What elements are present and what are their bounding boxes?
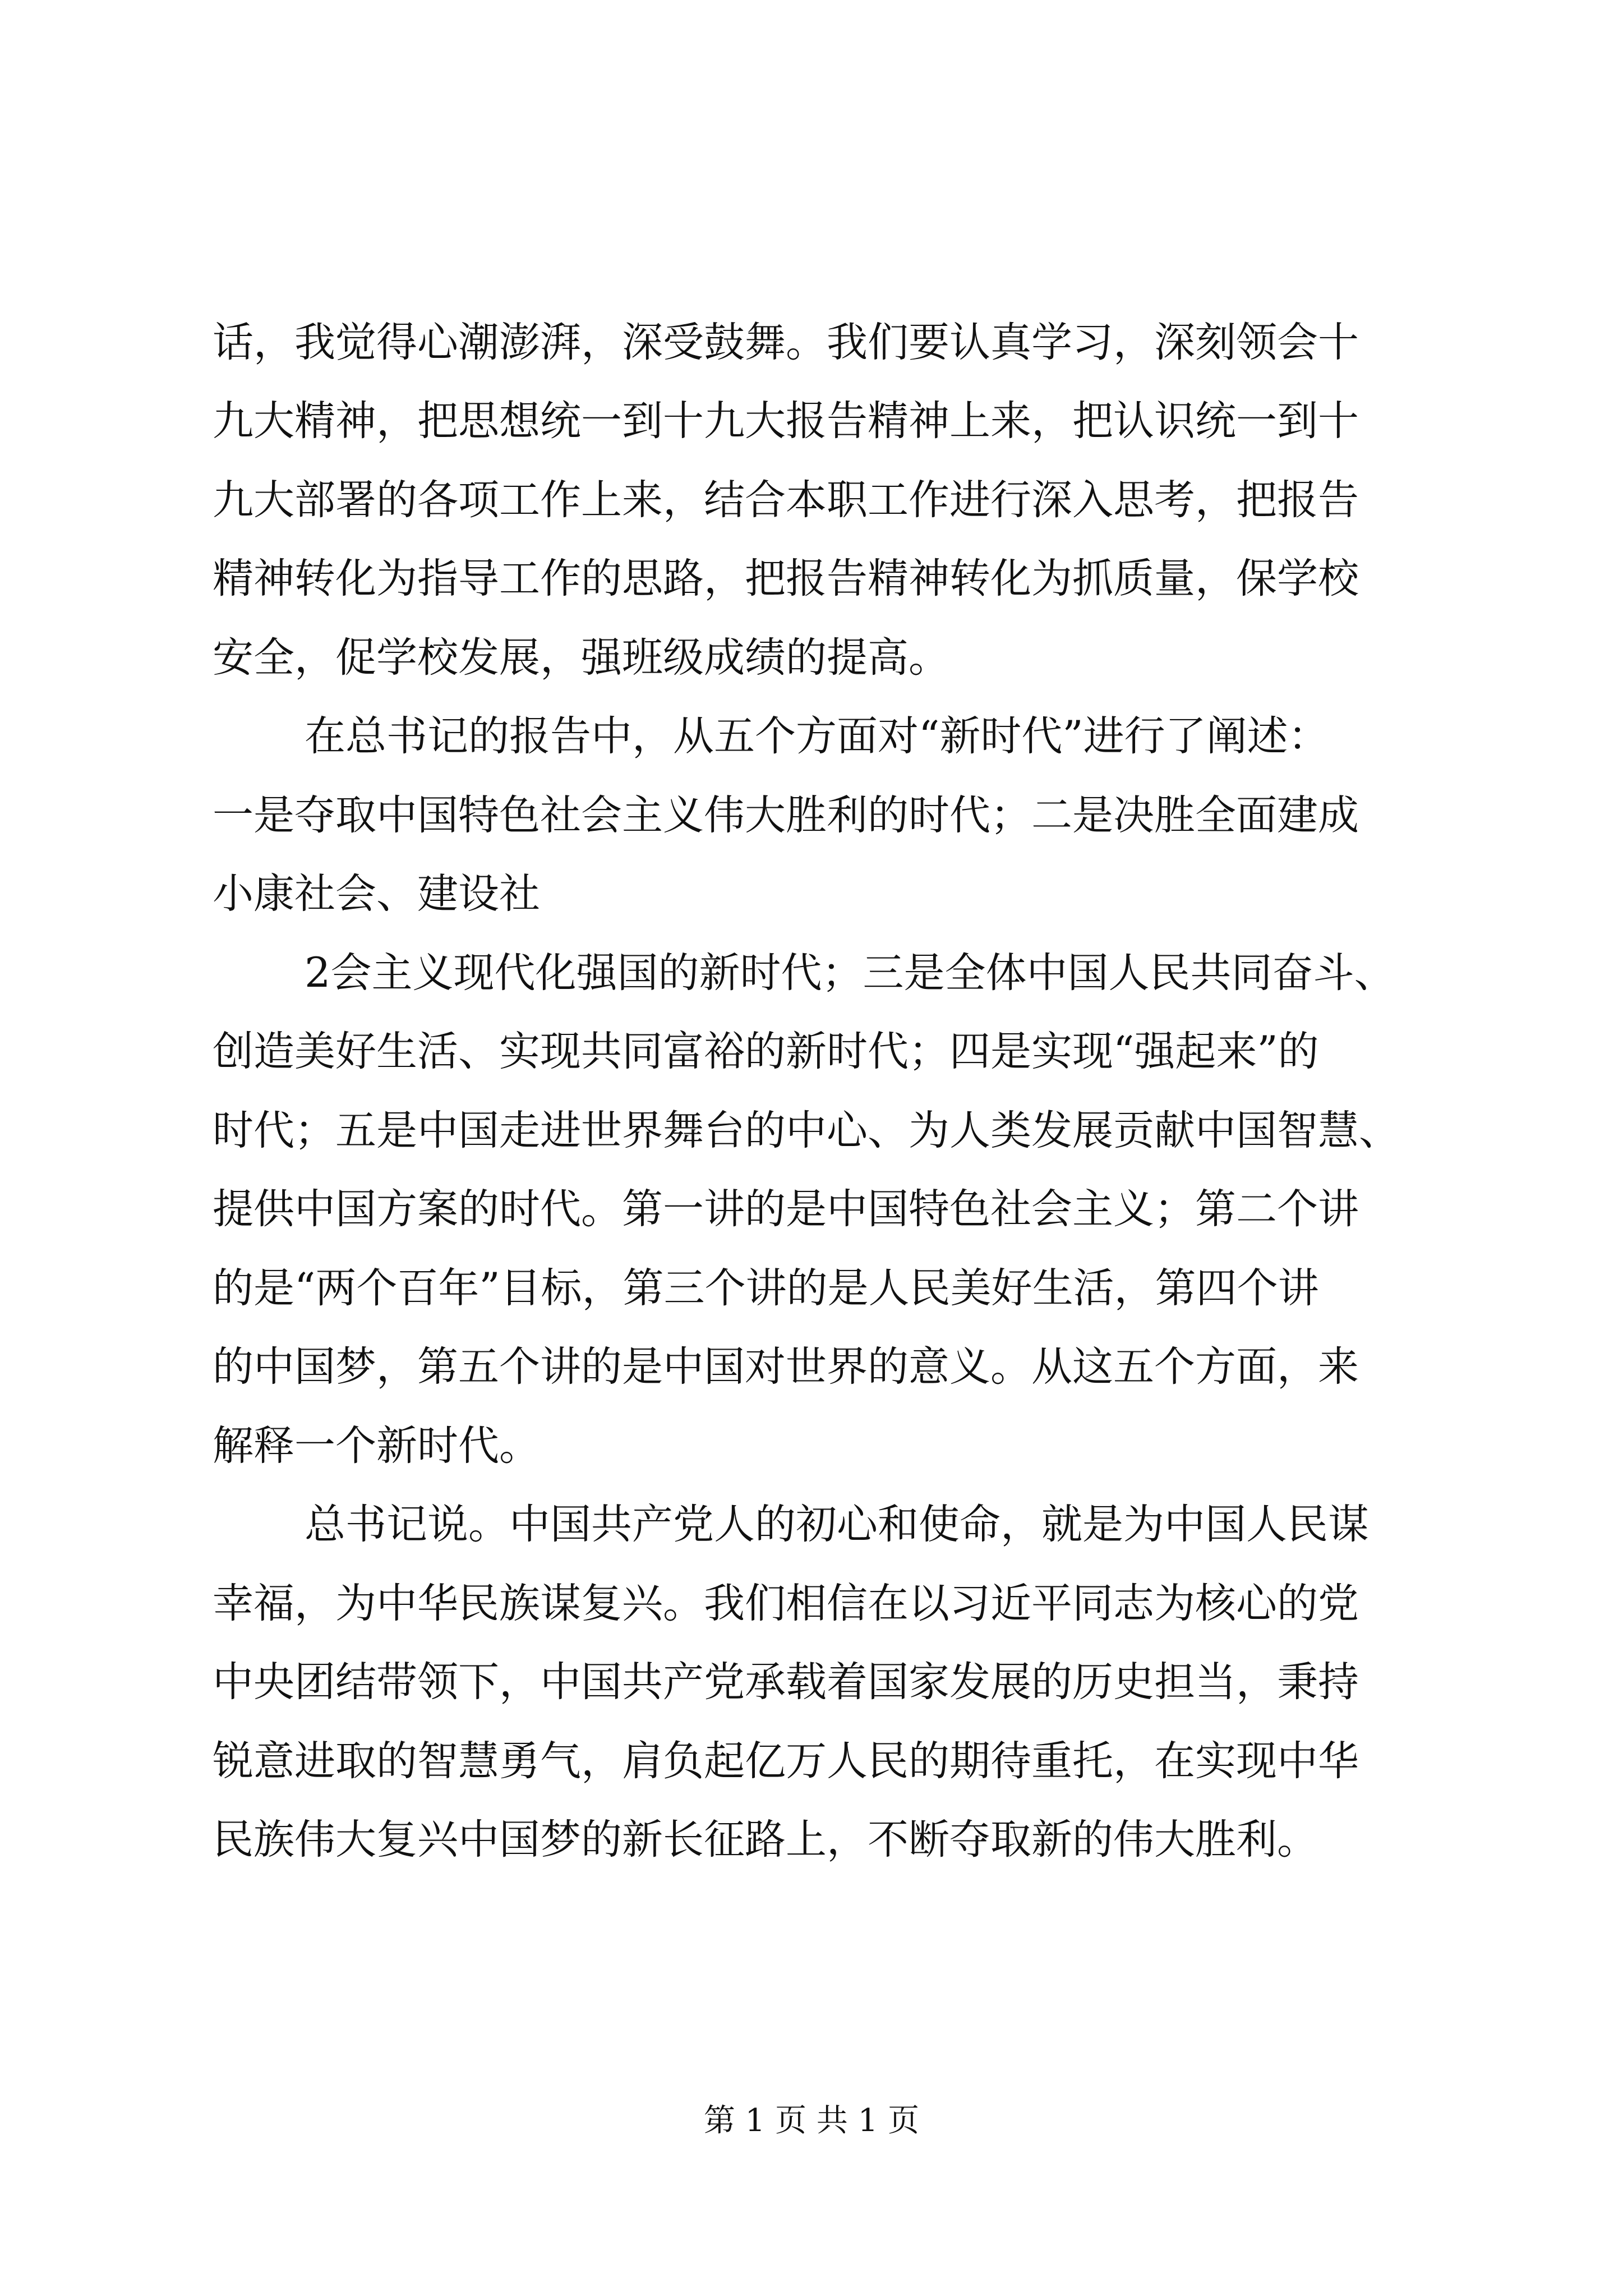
text-line: 民族伟大复兴中国梦的新长征路上，不断夺取新的伟大胜利。: [213, 1816, 1318, 1864]
text-line: 幸福，为中华民族谋复兴。我们相信在以习近平同志为核心的党: [213, 1580, 1359, 1627]
text-line: 安全，促学校发展，强班级成绩的提高。: [213, 634, 949, 682]
text-line: 九大部署的各项工作上来，结合本职工作进行深入思考，把报告: [213, 476, 1359, 524]
text-line: 一是夺取中国特色社会主义伟大胜利的时代；二是决胜全面建成: [213, 792, 1359, 839]
text-line: 总书记说。中国共产党人的初心和使命，就是为中国人民谋: [305, 1501, 1369, 1548]
text-line: 在总书记的报告中，从五个方面对“新时代”进行了阐述：: [305, 712, 1329, 760]
text-line: 的中国梦，第五个讲的是中国对世界的意义。从这五个方面，来: [213, 1343, 1359, 1391]
text-line: 锐意进取的智慧勇气，肩负起亿万人民的期待重托，在实现中华: [213, 1737, 1359, 1785]
text-line: 时代；五是中国走进世界舞台的中心、为人类发展贡献中国智慧、: [213, 1107, 1400, 1154]
text-line: 创造美好生活、实现共同富裕的新时代；四是实现“强起来”的: [213, 1028, 1319, 1075]
text-line: 2会主义现代化强国的新时代；三是全体中国人民共同奋斗、: [305, 949, 1395, 997]
text-line: 中央团结带领下，中国共产党承载着国家发展的历史担当，秉持: [213, 1658, 1359, 1706]
page-number-footer: 第 1 页 共 1 页: [703, 2102, 920, 2139]
text-line: 九大精神，把思想统一到十九大报告精神上来，把认识统一到十: [213, 397, 1359, 445]
text-line: 精神转化为指导工作的思路，把报告精神转化为抓质量，保学校: [213, 555, 1359, 602]
text-line: 小康社会、建设社: [213, 870, 540, 918]
text-line: 解释一个新时代。: [213, 1422, 540, 1470]
text-line: 话，我觉得心潮澎湃，深受鼓舞。我们要认真学习，深刻领会十: [213, 319, 1359, 366]
text-line: 的是“两个百年”目标，第三个讲的是人民美好生活，第四个讲: [213, 1264, 1319, 1312]
text-line: 提供中国方案的时代。第一讲的是中国特色社会主义；第二个讲: [213, 1185, 1359, 1233]
